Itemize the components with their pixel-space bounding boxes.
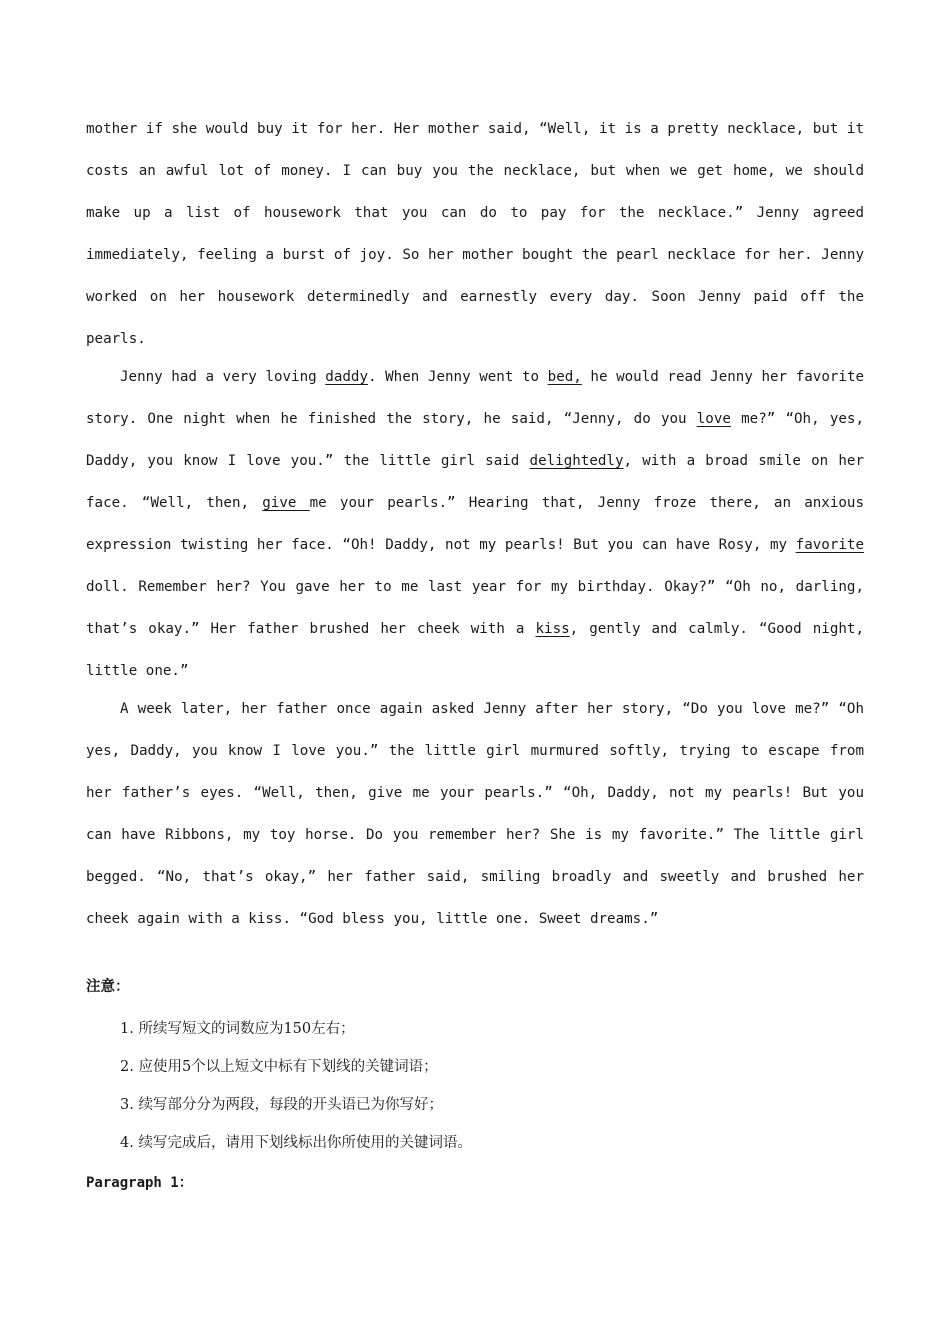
note-item: 4. 续写完成后，请用下划线标出你所使用的关键词语。 — [120, 1135, 472, 1151]
story-paragraph-2 — [86, 356, 864, 692]
notes-title: 注意： — [86, 978, 130, 995]
key-word: favorite — [795, 537, 864, 553]
text-run: Jenny had a very loving — [120, 369, 326, 385]
text-run: he would read Jenny her favorite story. One night when he finished the story, he said, “Jenny, do you — [86, 369, 865, 427]
text-run: mother if she would buy it for her. Her mother said, “Well, it is a pretty necklace, but it costs an awful lot of money. I can buy you the necklace, but when we get home, we should make up a list of housework that you can do to pay for the necklace.” Jenny agreed immediately, feeling a burst of joy. So her mother bought the pearl necklace for her. Jenny worked on her housework determinedly and earnestly every day. Soon Jenny paid off the pearls. — [86, 121, 864, 347]
key-word: delightedly — [529, 453, 624, 469]
story-paragraph-3 — [86, 688, 864, 940]
text-run: doll. Remember her? You gave her to me last year for my birthday. Okay?” “Oh no, darling, that’s okay.” Her father brushed her cheek with a — [86, 579, 864, 637]
note-item: 1. 所续写短文的词数应为150左右； — [120, 1021, 355, 1037]
text-run: . When Jenny went to — [368, 369, 548, 385]
document-page — [86, 108, 864, 1196]
text-run: , gently and calmly. “Good night, little one.” — [86, 621, 864, 679]
text-run: me your pearls.” Hearing that, Jenny froze there, an anxious expression twisting her face. “Oh! Daddy, not my pearls! But you can have Rosy, my — [86, 495, 864, 553]
notes-list — [86, 1010, 864, 1162]
key-word: give — [262, 495, 310, 511]
text-run: me?” “Oh, yes, Daddy, you know I love you.” the little girl said — [86, 411, 864, 469]
text-run: A week later, her father once again asked Jenny after her story, “Do you love me?” “Oh yes, Daddy, you know I love you.” the little girl murmured softly, trying to escape from her father’s eyes. “Well, then, give me your pearls.” “Oh, Daddy, not my pearls! But you can have Ribbons, my toy horse. Do you remember her? She is my favorite.” The little girl begged. “No, that’s okay,” her father said, smiling broadly and sweetly and brushed her cheek again with a kiss. “God bless you, little one. Sweet dreams.” — [86, 701, 864, 927]
notes-section — [86, 974, 864, 1162]
key-word: daddy — [325, 369, 368, 385]
note-item: 2. 应使用5个以上短文中标有下划线的关键词语； — [120, 1059, 438, 1075]
text-run: , with a broad smile on her face. “Well, then, — [86, 453, 864, 511]
key-word: kiss — [535, 621, 570, 637]
paragraph-1-heading: Paragraph 1： — [86, 1175, 193, 1191]
key-word: bed, — [547, 369, 582, 385]
note-item: 3. 续写部分分为两段，每段的开头语已为你写好； — [120, 1097, 443, 1113]
key-word: love — [696, 411, 731, 427]
story-paragraph-1 — [86, 108, 864, 360]
